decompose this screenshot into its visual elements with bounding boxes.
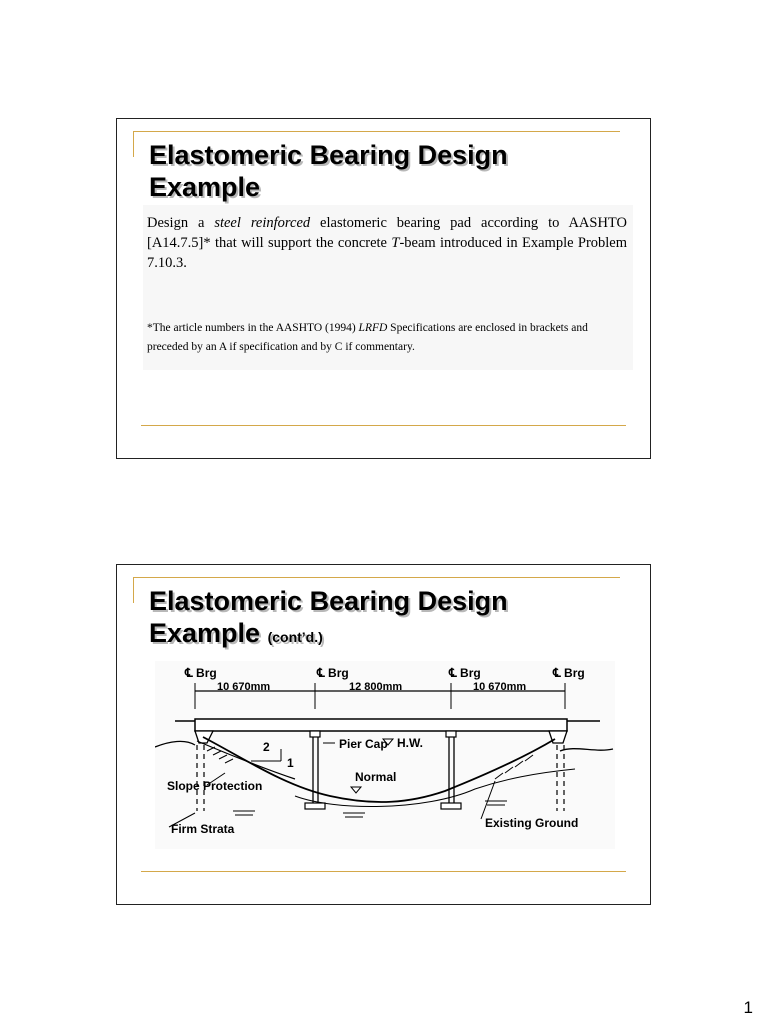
slide-1	[116, 118, 651, 459]
pier-footing-1	[305, 803, 325, 809]
footnote-lrfd: LRFD	[358, 322, 388, 334]
slide-title	[149, 139, 508, 203]
high-water-label: H.W.	[397, 736, 423, 750]
title-line-1: Elastomeric Bearing Design	[149, 586, 508, 616]
bottom-rule	[141, 871, 626, 872]
bearing-label-2: ℄ Brg	[317, 666, 349, 680]
top-rule	[133, 577, 620, 578]
firm-strata-label: Firm Strata	[171, 822, 235, 836]
title-line-2: Example	[149, 618, 261, 648]
body-text-1: Design a	[147, 215, 205, 231]
span-dimension-2: 12 800mm	[349, 681, 403, 693]
slope-protection-label: Slope Protection	[167, 779, 263, 793]
normal-water-symbol	[351, 787, 361, 793]
body-text-2: elastomeric bearing pad according to AASHTO [A14.7.5]* that will support the concrete	[147, 215, 628, 251]
body-text-3: -beam introduced in Example Problem 7.10.3.	[147, 235, 628, 271]
slide-2	[116, 564, 651, 905]
bottom-rule	[141, 425, 626, 426]
bridge-diagram-svg	[155, 661, 615, 849]
span-dimension-3: 10 670mm	[473, 681, 527, 693]
span-dimension-1: 10 670mm	[217, 681, 271, 693]
strata-marks	[233, 801, 507, 817]
footnote-text-1: *The article numbers in the AASHTO (1994)	[147, 322, 356, 334]
body-reinforced: reinforced	[250, 215, 311, 231]
problem-statement	[147, 213, 627, 273]
normal-water-label: Normal	[355, 770, 397, 784]
page-number: 1	[743, 998, 753, 1017]
body-steel: steel	[214, 215, 241, 231]
bearing-label-1: ℄ Brg	[185, 666, 217, 680]
title-line-2: Example	[149, 172, 261, 202]
pier-cap-2	[446, 731, 456, 737]
bearing-label-3: ℄ Brg	[449, 666, 481, 680]
bearing-label-4: ℄ Brg	[553, 666, 585, 680]
existing-ground-label: Existing Ground	[485, 816, 579, 830]
slope-ratio-rise: 2	[263, 740, 270, 754]
slope-ratio-run: 1	[287, 756, 294, 770]
title-line-1: Elastomeric Bearing Design	[149, 140, 508, 170]
title-suffix: (cont’d.)	[267, 629, 323, 645]
body-t: T	[391, 235, 400, 251]
footnote	[147, 319, 632, 357]
top-rule	[133, 131, 620, 132]
pier-cap-1	[310, 731, 320, 737]
slide-title	[149, 585, 508, 653]
ground-line	[295, 769, 575, 806]
footnote-text-2: Specifications are enclosed in brackets and preceded by an A if specification and by C if commentary.	[147, 322, 588, 353]
bridge-elevation-diagram	[155, 661, 615, 849]
pier-footing-2	[441, 803, 461, 809]
bridge-deck	[195, 719, 567, 731]
pier-cap-label: Pier Cap	[339, 737, 388, 751]
